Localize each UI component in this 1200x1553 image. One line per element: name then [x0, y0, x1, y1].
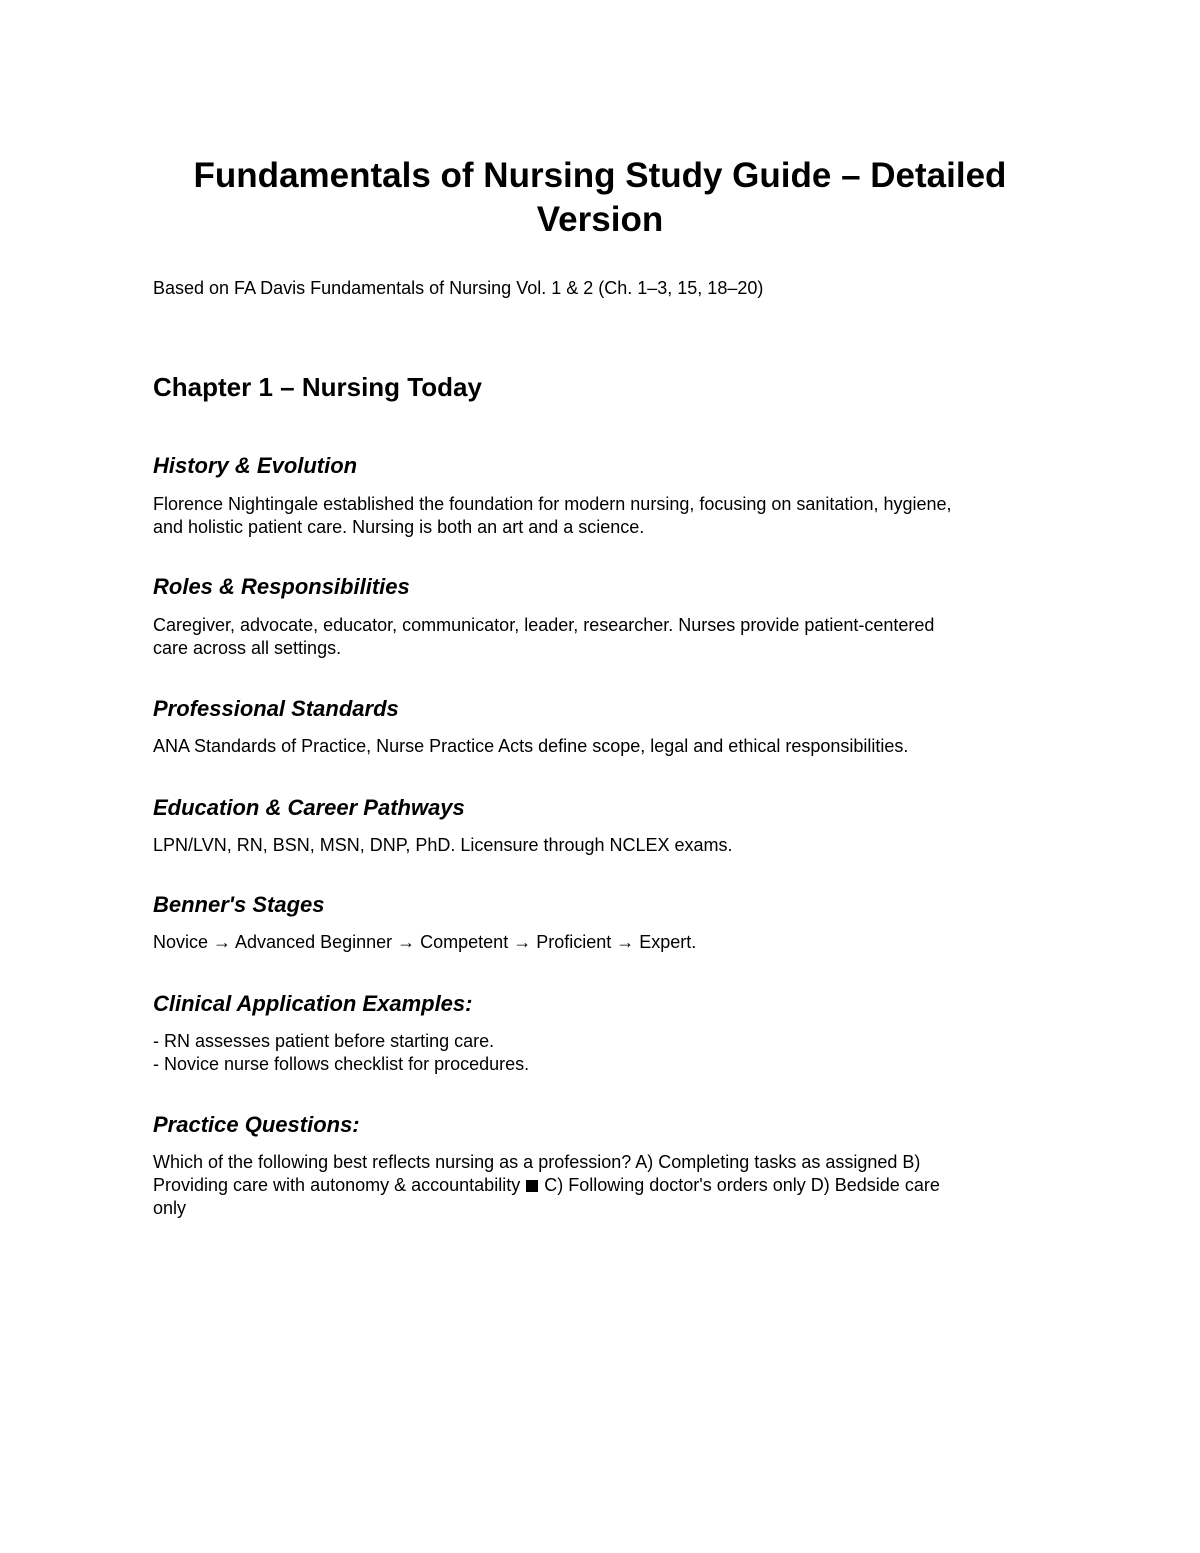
document-title-line-2: Version: [536, 200, 664, 239]
list-item: - Novice nurse follows checklist for procedures.: [153, 1054, 530, 1074]
section-heading-benner: Benner's Stages: [153, 892, 325, 917]
section-body-line: ANA Standards of Practice, Nurse Practice Acts define scope, legal and ethical responsibilities.: [153, 736, 909, 756]
section-body-education: [153, 834, 1033, 857]
section-body-roles: [153, 614, 1033, 660]
section-body-line: Florence Nightingale established the foundation for modern nursing, focusing on sanitation, hygiene,: [153, 494, 952, 514]
section-body-line: care across all settings.: [153, 638, 342, 658]
section-heading-education: Education & Career Pathways: [153, 795, 465, 820]
practice-question-text: Providing care with autonomy & accountability: [153, 1175, 521, 1195]
section-heading-roles: Roles & Responsibilities: [153, 574, 410, 599]
practice-question-line: [153, 1174, 1033, 1197]
section-heading-standards: Professional Standards: [153, 696, 399, 721]
list-item: - RN assesses patient before starting care.: [153, 1031, 495, 1051]
answer-marker-icon: [526, 1180, 538, 1192]
practice-question-text: C) Following doctor's orders only D) Bedside care: [544, 1175, 940, 1195]
practice-question-line: Which of the following best reflects nursing as a profession? A) Completing tasks as assigned B): [153, 1152, 921, 1172]
practice-question-line: only: [153, 1198, 187, 1218]
document-title: [150, 154, 1050, 242]
section-body-line: Novice → Advanced Beginner → Competent → Proficient → Expert.: [153, 932, 697, 952]
section-heading-clinical-examples: Clinical Application Examples:: [153, 991, 473, 1016]
practice-question: [153, 1151, 1033, 1220]
section-heading-history: History & Evolution: [153, 453, 358, 478]
document-title-line-1: Fundamentals of Nursing Study Guide – Detailed: [193, 156, 1007, 195]
document-subtitle: Based on FA Davis Fundamentals of Nursing Vol. 1 & 2 (Ch. 1–3, 15, 18–20): [153, 278, 764, 298]
section-body-line: and holistic patient care. Nursing is both an art and a science.: [153, 517, 645, 537]
section-heading-practice-questions: Practice Questions:: [153, 1112, 360, 1137]
section-body-history: [153, 493, 1033, 539]
section-body-line: Caregiver, advocate, educator, communicator, leader, researcher. Nurses provide patient-centered: [153, 615, 935, 635]
section-body-line: LPN/LVN, RN, BSN, MSN, DNP, PhD. Licensure through NCLEX exams.: [153, 835, 733, 855]
chapter-title: Chapter 1 – Nursing Today: [153, 372, 482, 402]
section-body-clinical-examples: [153, 1030, 1033, 1076]
section-body-standards: [153, 735, 1033, 758]
section-body-benner: [153, 931, 1033, 954]
